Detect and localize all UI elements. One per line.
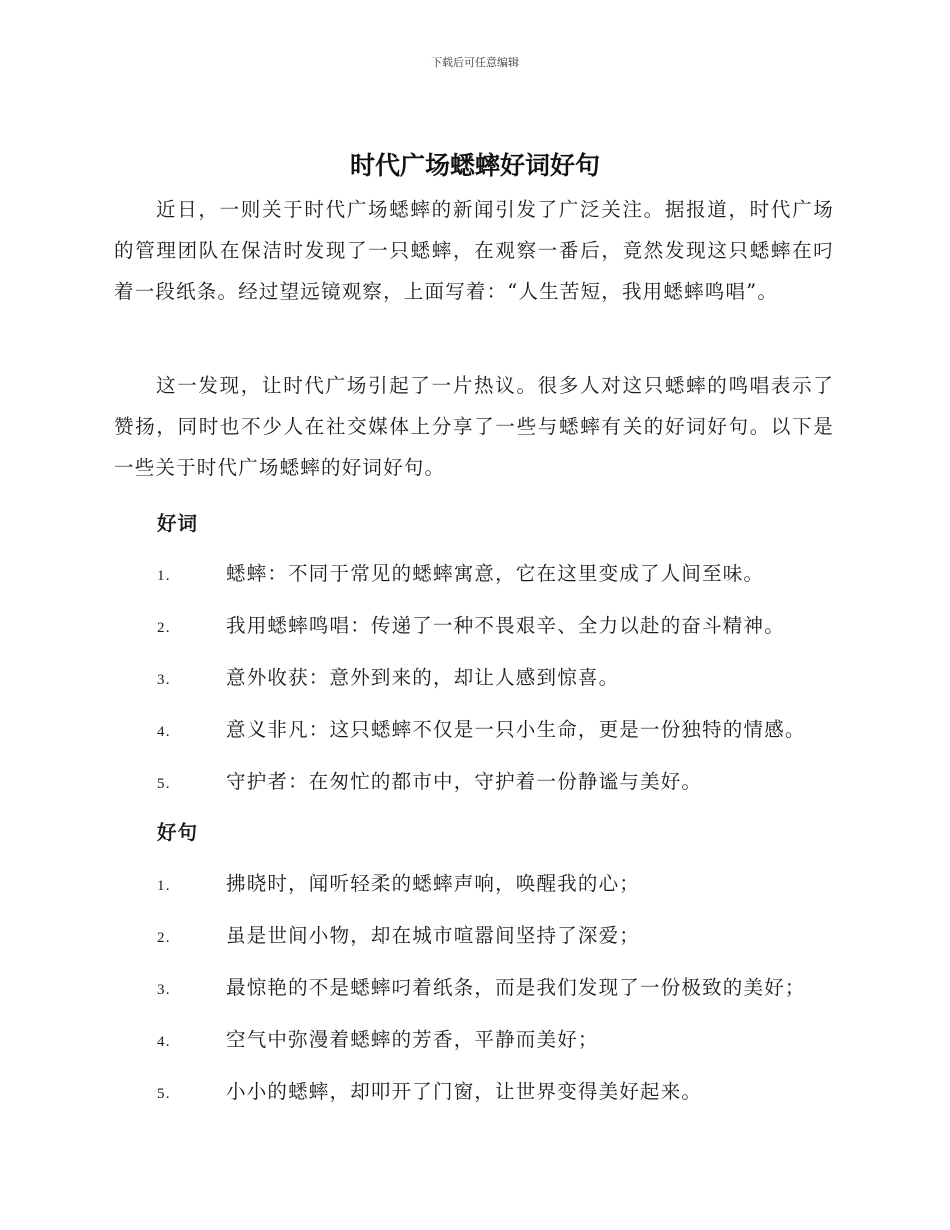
page-header-note: 下载后可任意编辑 (431, 56, 519, 69)
list-item-number: 1. (157, 878, 171, 894)
paragraph-intro: 近日，一则关于时代广场蟋蟀的新闻引发了广泛关注。据报道，时代广场的管理团队在保洁时发现了一只蟋蟀，在观察一番后，竟然发现这只蟋蟀在叼着一段纸条。经过望远镜观察，上面写着：“人生苦短，我用蟋蟀鸣唱”。 (114, 198, 834, 303)
list-item-text: 空气中弥漫着蟋蟀的芳香，平静而美好； (226, 1028, 599, 1051)
list-item (157, 869, 857, 921)
good-words-list (157, 559, 857, 819)
list-item-text: 守护者：在匆忙的都市中，守护着一份静谧与美好。 (226, 770, 703, 793)
list-item (157, 663, 857, 715)
list-item-text: 小小的蟋蟀，却叩开了门窗，让世界变得美好起来。 (226, 1080, 703, 1103)
list-item-text: 虽是世间小物，却在城市喧嚣间坚持了深爱； (226, 924, 641, 947)
section-heading-good-words: 好词 (157, 512, 199, 535)
list-item (157, 559, 857, 611)
list-item-number: 3. (157, 672, 171, 688)
list-item-number: 2. (157, 930, 171, 946)
paragraph-discussion: 这一发现，让时代广场引起了一片热议。很多人对这只蟋蟀的鸣唱表示了赞扬，同时也不少人在社交媒体上分享了一些与蟋蟀有关的好词好句。以下是一些关于时代广场蟋蟀的好词好句。 (114, 374, 834, 479)
list-item (157, 767, 857, 819)
list-item-text: 我用蟋蟀鸣唱：传递了一种不畏艰辛、全力以赴的奋斗精神。 (226, 614, 785, 637)
list-item-text: 最惊艳的不是蟋蟀叼着纸条，而是我们发现了一份极致的美好； (226, 976, 806, 999)
list-item-number: 5. (157, 776, 171, 792)
list-item-text: 拂晓时，闻听轻柔的蟋蟀声响，唤醒我的心； (226, 872, 641, 895)
good-sentences-list (157, 869, 857, 1129)
list-item-text: 蟋蟀：不同于常见的蟋蟀寓意，它在这里变成了人间至味。 (226, 562, 765, 585)
section-heading-good-sentences: 好句 (157, 821, 199, 844)
list-item (157, 1025, 857, 1077)
list-item-text: 意外收获：意外到来的，却让人感到惊喜。 (226, 666, 620, 689)
list-item-number: 1. (157, 568, 171, 584)
list-item-number: 2. (157, 620, 171, 636)
list-item-number: 4. (157, 1034, 171, 1050)
page-title: 时代广场蟋蟀好词好句 (349, 151, 600, 180)
list-item-text: 意义非凡：这只蟋蟀不仅是一只小生命，更是一份独特的情感。 (226, 718, 806, 741)
list-item-number: 4. (157, 724, 171, 740)
list-item (157, 1077, 857, 1129)
list-item-number: 3. (157, 982, 171, 998)
list-item (157, 611, 857, 663)
list-item (157, 973, 857, 1025)
list-item-number: 5. (157, 1086, 171, 1102)
list-item (157, 715, 857, 767)
list-item (157, 921, 857, 973)
